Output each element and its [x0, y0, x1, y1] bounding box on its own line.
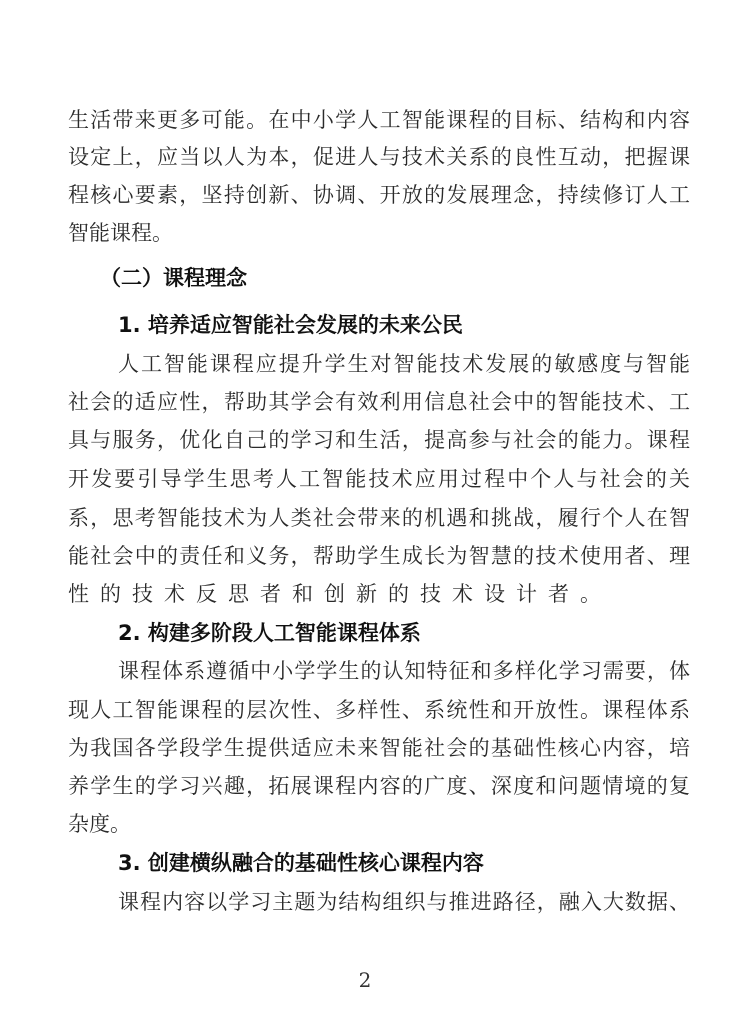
paragraph-line: 课程体系遵循中小学学生的认知特征和多样化学习需要，体 — [118, 659, 690, 683]
paragraph-line: 人工智能课程应提升学生对智能技术发展的敏感度与智能 — [118, 352, 690, 376]
paragraph-line: 性的技术反思者和创新的技术设计者。 — [68, 582, 612, 606]
item1-heading: 1. 培养适应智能社会发展的未来公民 — [118, 313, 463, 337]
paragraph-line: 能社会中的责任和义务，帮助学生成长为智慧的技术使用者、理 — [68, 544, 690, 568]
paragraph-line: 现人工智能课程的层次性、多样性、系统性和开放性。课程体系 — [68, 698, 690, 722]
paragraph-line: 系，思考智能技术为人类社会带来的机遇和挑战，履行个人在智 — [68, 506, 690, 530]
paragraph-line: 具与服务，优化自己的学习和生活，提高参与社会的能力。课程 — [68, 428, 690, 452]
paragraph-line: 开发要引导学生思考人工智能技术应用过程中个人与社会的关 — [68, 467, 690, 491]
paragraph-line: 为我国各学段学生提供适应未来智能社会的基础性核心内容，培 — [68, 736, 690, 760]
paragraph-line: 智能课程。 — [68, 221, 173, 245]
paragraph-line: 杂度。 — [68, 812, 131, 836]
page-number: 2 — [358, 968, 372, 992]
paragraph-line: 养学生的学习兴趣，拓展课程内容的广度、深度和问题情境的复 — [68, 774, 690, 798]
section-heading: （二）课程理念 — [100, 266, 247, 290]
item3-heading: 3. 创建横纵融合的基础性核心课程内容 — [118, 851, 484, 875]
paragraph-line: 设定上，应当以人为本，促进人与技术关系的良性互动，把握课 — [68, 145, 690, 169]
item2-heading: 2. 构建多阶段人工智能课程体系 — [118, 621, 421, 645]
paragraph-line: 课程内容以学习主题为结构组织与推进路径，融入大数据、 — [118, 890, 690, 914]
paragraph-line: 程核心要素，坚持创新、协调、开放的发展理念，持续修订人工 — [68, 183, 690, 207]
paragraph-line: 生活带来更多可能。在中小学人工智能课程的目标、结构和内容 — [68, 108, 690, 132]
paragraph-line: 社会的适应性，帮助其学会有效利用信息社会中的智能技术、工 — [68, 390, 690, 414]
